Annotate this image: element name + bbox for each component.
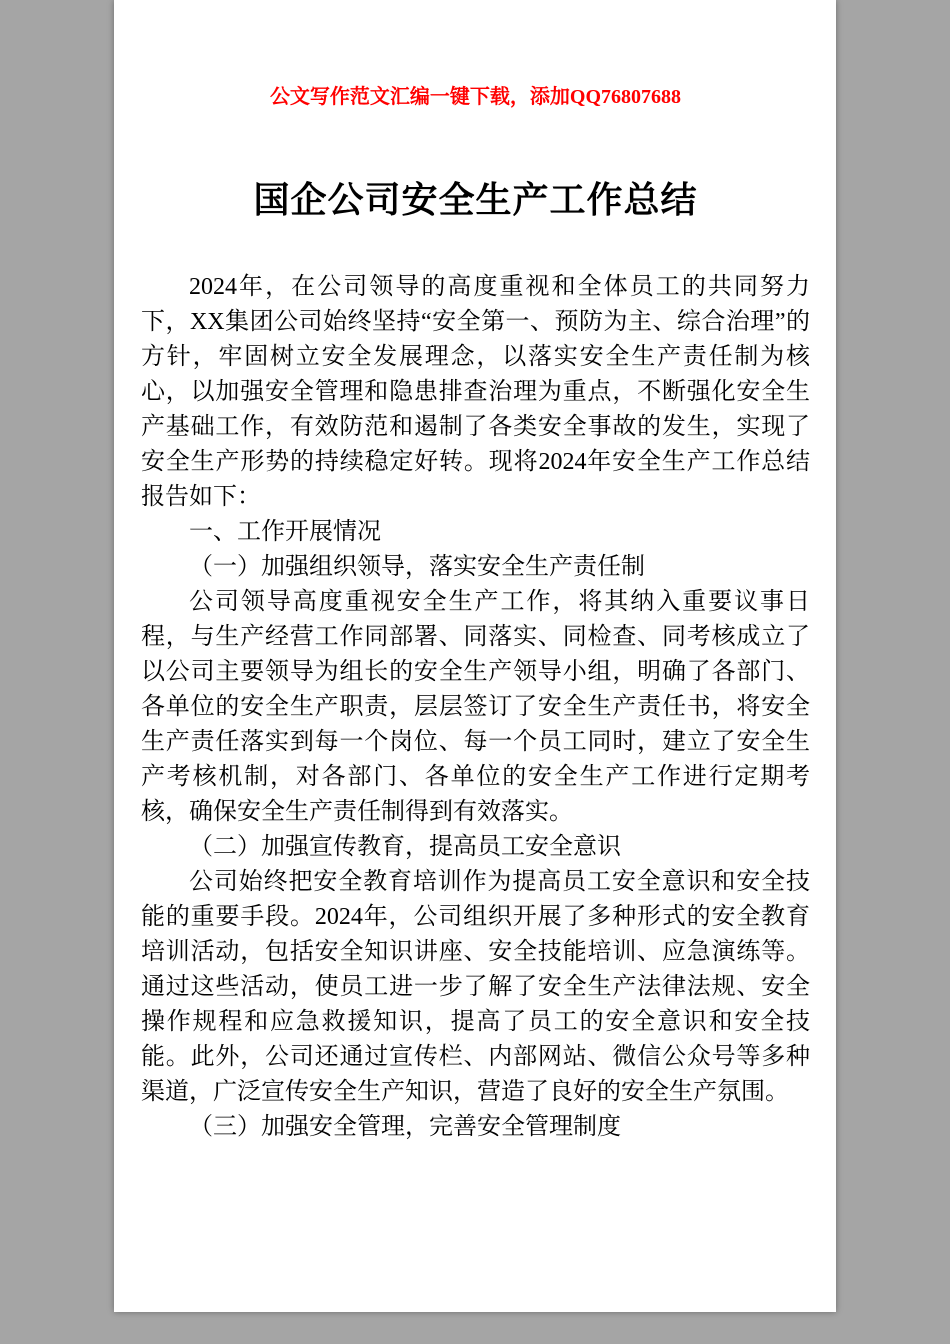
- section-heading-1: 一、工作开展情况: [189, 519, 381, 545]
- document-body: [141, 270, 810, 1145]
- subsection-heading-1-2: （二）加强宣传教育，提高员工安全意识: [189, 834, 621, 860]
- subsection-heading-1-1: （一）加强组织领导，落实安全生产责任制: [189, 554, 645, 580]
- paragraph-intro: 2024年，在公司领导的高度重视和全体员工的共同努力下，XX集团公司始终坚持“安全第一、预防为主、综合治理”的方针，牢固树立安全发展理念，以落实安全生产责任制为核心，以加强安全管理和隐患排查治理为重点，不断强化安全生产基础工作，有效防范和遏制了各类安全事故的发生，实现了安全生产形势的持续稳定好转。现将2024年安全生产工作总结报告如下：: [141, 274, 810, 510]
- paragraph-section-1-1: 公司领导高度重视安全生产工作，将其纳入重要议事日程，与生产经营工作同部署、同落实、同检查、同考核成立了以公司主要领导为组长的安全生产领导小组，明确了各部门、各单位的安全生产职责，层层签订了安全生产责任书，将安全生产责任落实到每一个岗位、每一个员工同时，建立了安全生产考核机制，对各部门、各单位的安全生产工作进行定期考核，确保安全生产责任制得到有效落实。: [141, 589, 810, 825]
- document-title: 国企公司安全生产工作总结: [253, 180, 698, 220]
- document-page: [114, 0, 836, 1312]
- promo-notice: 公文写作范文汇编一键下载，添加QQ76807688: [269, 86, 682, 108]
- subsection-heading-1-3: （三）加强安全管理，完善安全管理制度: [189, 1114, 621, 1140]
- paragraph-section-1-2: 公司始终把安全教育培训作为提高员工安全意识和安全技能的重要手段。2024年，公司组织开展了多种形式的安全教育培训活动，包括安全知识讲座、安全技能培训、应急演练等。通过这些活动，使员工进一步了解了安全生产法律法规、安全操作规程和应急救援知识，提高了员工的安全意识和安全技能。此外，公司还通过宣传栏、内部网站、微信公众号等多种渠道，广泛宣传安全生产知识，营造了良好的安全生产氛围。: [141, 869, 810, 1105]
